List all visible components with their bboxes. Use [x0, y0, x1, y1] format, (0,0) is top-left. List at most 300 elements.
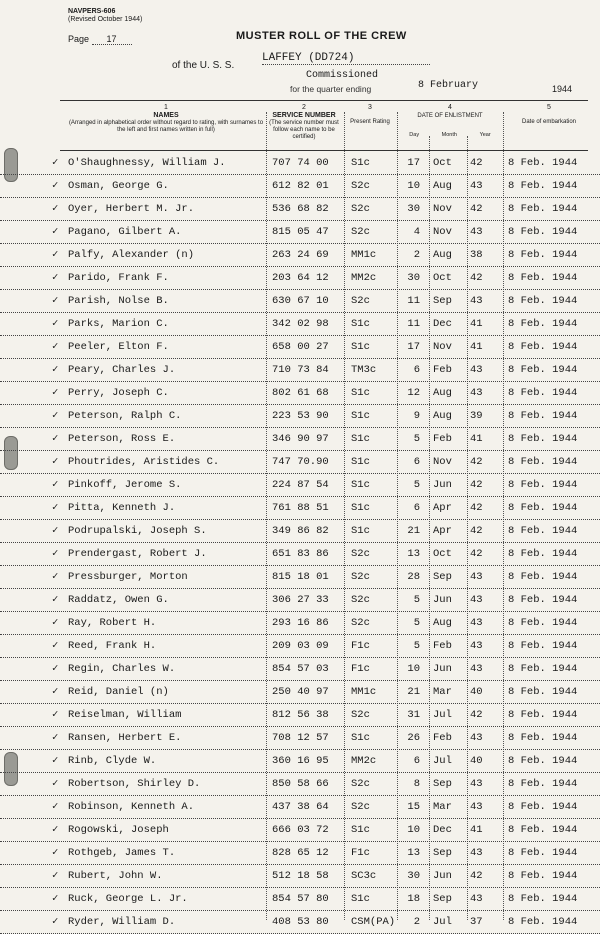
enlist-year: 41 [470, 433, 483, 445]
present-rating: S1c [351, 893, 370, 905]
page-number-block [68, 34, 132, 45]
crew-name: Ray, Robert H. [68, 617, 157, 629]
col1-number: 1 [164, 104, 168, 111]
embarkation-date: 8 Feb. 1944 [508, 870, 578, 882]
embarkation-date: 8 Feb. 1944 [508, 295, 578, 307]
col4-number: 4 [448, 104, 452, 111]
enlist-year: 42 [470, 525, 483, 537]
table-row [0, 520, 600, 543]
present-rating: S2c [351, 203, 370, 215]
enlist-month: Feb [433, 433, 452, 445]
present-rating: S2c [351, 801, 370, 813]
embarkation-date: 8 Feb. 1944 [508, 318, 578, 330]
service-number: 349 86 82 [272, 525, 329, 537]
crew-name: Reed, Frank H. [68, 640, 157, 652]
present-rating: S1c [351, 502, 370, 514]
present-rating: S2c [351, 226, 370, 238]
year-value: 44 [562, 84, 573, 94]
check-mark: ✓ [52, 387, 59, 399]
present-rating: S2c [351, 571, 370, 583]
crew-name: Peterson, Ross E. [68, 433, 176, 445]
enlist-day: 6 [413, 755, 420, 767]
present-rating: S1c [351, 824, 370, 836]
crew-name: Rinb, Clyde W. [68, 755, 157, 767]
check-mark: ✓ [52, 663, 59, 675]
enlist-year: 43 [470, 801, 483, 813]
enlist-year: 43 [470, 364, 483, 376]
embarkation-date: 8 Feb. 1944 [508, 272, 578, 284]
enlist-day: 4 [413, 226, 420, 238]
present-rating: S1c [351, 732, 370, 744]
check-mark: ✓ [52, 548, 59, 560]
enlist-day: 6 [413, 456, 420, 468]
enlist-year: 42 [470, 870, 483, 882]
present-rating: S1c [351, 525, 370, 537]
check-mark: ✓ [52, 525, 59, 537]
enlist-day: 17 [407, 341, 420, 353]
present-rating: F1c [351, 640, 370, 652]
service-number: 536 68 82 [272, 203, 329, 215]
enlist-year: 42 [470, 479, 483, 491]
table-row [0, 773, 600, 796]
check-mark: ✓ [52, 686, 59, 698]
present-rating: S2c [351, 180, 370, 192]
present-rating: MM1c [351, 249, 377, 261]
present-rating: S1c [351, 433, 370, 445]
enlist-year: 43 [470, 387, 483, 399]
enlist-month: Nov [433, 226, 452, 238]
service-number: 408 53 80 [272, 916, 329, 928]
enlist-year: 42 [470, 709, 483, 721]
enlist-month: Aug [433, 410, 452, 422]
enlist-year: 42 [470, 157, 483, 169]
present-rating: S2c [351, 778, 370, 790]
table-row [0, 405, 600, 428]
check-mark: ✓ [52, 456, 59, 468]
crew-name: Pagano, Gilbert A. [68, 226, 182, 238]
present-rating: S1c [351, 341, 370, 353]
embarkation-date: 8 Feb. 1944 [508, 640, 578, 652]
enlist-month: Sep [433, 847, 452, 859]
col2-note: (The service number must follow each name to be certified) [269, 120, 339, 140]
enlist-day: 2 [413, 249, 420, 261]
service-number: 224 87 54 [272, 479, 329, 491]
form-revision: (Revised October 1944) [68, 16, 143, 23]
enlist-month: Dec [433, 824, 452, 836]
crew-name: Oyer, Herbert M. Jr. [68, 203, 195, 215]
check-mark: ✓ [52, 617, 59, 629]
check-mark: ✓ [52, 709, 59, 721]
service-number: 707 74 00 [272, 157, 329, 169]
table-row [0, 221, 600, 244]
enlist-month: Aug [433, 617, 452, 629]
check-mark: ✓ [52, 824, 59, 836]
embarkation-date: 8 Feb. 1944 [508, 525, 578, 537]
enlist-month: Sep [433, 893, 452, 905]
crew-name: Pressburger, Morton [68, 571, 188, 583]
present-rating: MM2c [351, 272, 377, 284]
crew-name: Robertson, Shirley D. [68, 778, 201, 790]
service-number: 747 70.90 [272, 456, 329, 468]
service-number: 512 18 58 [272, 870, 329, 882]
present-rating: S1c [351, 387, 370, 399]
check-mark: ✓ [52, 571, 59, 583]
service-number: 651 83 86 [272, 548, 329, 560]
table-row [0, 589, 600, 612]
service-number: 263 24 69 [272, 249, 329, 261]
service-number: 250 40 97 [272, 686, 329, 698]
check-mark: ✓ [52, 479, 59, 491]
table-row [0, 267, 600, 290]
check-mark: ✓ [52, 318, 59, 330]
enlist-day: 31 [407, 709, 420, 721]
enlist-month: Mar [433, 686, 452, 698]
column-header-2 [266, 104, 342, 141]
enlist-month: Sep [433, 571, 452, 583]
enlist-day: 10 [407, 180, 420, 192]
check-mark: ✓ [52, 916, 59, 928]
table-row [0, 198, 600, 221]
enlist-year: 43 [470, 617, 483, 629]
embarkation-date: 8 Feb. 1944 [508, 755, 578, 767]
embarkation-date: 8 Feb. 1944 [508, 226, 578, 238]
embarkation-date: 8 Feb. 1944 [508, 479, 578, 491]
enlist-day: 10 [407, 824, 420, 836]
check-mark: ✓ [52, 180, 59, 192]
present-rating: S1c [351, 410, 370, 422]
enlist-day: 5 [413, 433, 420, 445]
crew-name: Osman, George G. [68, 180, 169, 192]
table-row [0, 451, 600, 474]
service-number: 850 58 66 [272, 778, 329, 790]
enlist-year: 40 [470, 686, 483, 698]
crew-name: Rogowski, Joseph [68, 824, 169, 836]
crew-name: Reid, Daniel (n) [68, 686, 169, 698]
ship-name: LAFFEY (DD724) [262, 52, 430, 65]
embarkation-date: 8 Feb. 1944 [508, 571, 578, 583]
enlist-year: 43 [470, 663, 483, 675]
header-rule [60, 100, 588, 101]
crew-name: Parish, Nolse B. [68, 295, 169, 307]
table-row [0, 566, 600, 589]
check-mark: ✓ [52, 778, 59, 790]
enlist-year: 43 [470, 180, 483, 192]
table-row [0, 175, 600, 198]
embarkation-date: 8 Feb. 1944 [508, 709, 578, 721]
check-mark: ✓ [52, 410, 59, 422]
ship-status-typed: Commissioned [306, 70, 379, 81]
table-row [0, 497, 600, 520]
enlist-month: Oct [433, 272, 452, 284]
check-mark: ✓ [52, 272, 59, 284]
crew-name: Parido, Frank F. [68, 272, 169, 284]
table-row [0, 336, 600, 359]
embarkation-date: 8 Feb. 1944 [508, 686, 578, 698]
crew-name: Peeler, Elton F. [68, 341, 169, 353]
col1-note: (Arranged in alphabetical order without regard to rating, with surnames to the left and first names written in full) [68, 120, 264, 133]
embarkation-date: 8 Feb. 1944 [508, 502, 578, 514]
embarkation-date: 8 Feb. 1944 [508, 410, 578, 422]
enlist-day: 30 [407, 272, 420, 284]
present-rating: CSM(PA) [351, 916, 395, 928]
present-rating: S1c [351, 479, 370, 491]
muster-date: 8 February [418, 80, 479, 91]
crew-name: Reiselman, William [68, 709, 182, 721]
service-number: 630 67 10 [272, 295, 329, 307]
check-mark: ✓ [52, 755, 59, 767]
table-row [0, 681, 600, 704]
embarkation-date: 8 Feb. 1944 [508, 893, 578, 905]
embarkation-date: 8 Feb. 1944 [508, 249, 578, 261]
crew-name: Pinkoff, Jerome S. [68, 479, 182, 491]
enlist-year: 41 [470, 318, 483, 330]
table-row [0, 888, 600, 911]
enlist-year: 41 [470, 824, 483, 836]
col3-heading: Present Rating [350, 119, 390, 125]
service-number: 802 61 68 [272, 387, 329, 399]
check-mark: ✓ [52, 433, 59, 445]
col2-heading: SERVICE NUMBER [272, 112, 336, 119]
enlist-day: 9 [413, 410, 420, 422]
table-row [0, 796, 600, 819]
enlist-day: 10 [407, 663, 420, 675]
enlist-month: Aug [433, 180, 452, 192]
check-mark: ✓ [52, 364, 59, 376]
service-number: 346 90 97 [272, 433, 329, 445]
table-row [0, 152, 600, 175]
table-row [0, 704, 600, 727]
enlist-month: Jun [433, 479, 452, 491]
embarkation-date: 8 Feb. 1944 [508, 548, 578, 560]
check-mark: ✓ [52, 640, 59, 652]
col2-number: 2 [302, 104, 306, 111]
present-rating: MM1c [351, 686, 377, 698]
col3-number: 3 [368, 104, 372, 111]
enlist-month: Oct [433, 157, 452, 169]
col4-heading: DATE OF ENLISTMENT [417, 113, 483, 119]
service-number: 854 57 03 [272, 663, 329, 675]
table-row [0, 819, 600, 842]
enlist-month: Aug [433, 387, 452, 399]
enlist-month: Apr [433, 502, 452, 514]
form-number-block [68, 8, 142, 24]
embarkation-date: 8 Feb. 1944 [508, 916, 578, 928]
table-row [0, 727, 600, 750]
service-number: 612 82 01 [272, 180, 329, 192]
enlist-month: Jul [433, 916, 452, 928]
table-row [0, 658, 600, 681]
enlist-day: 13 [407, 847, 420, 859]
document-title: MUSTER ROLL OF THE CREW [236, 30, 407, 42]
service-number: 710 73 84 [272, 364, 329, 376]
crew-name: Ruck, George L. Jr. [68, 893, 188, 905]
crew-name: Robinson, Kenneth A. [68, 801, 195, 813]
crew-name: Ryder, William D. [68, 916, 176, 928]
crew-name: Pitta, Kenneth J. [68, 502, 176, 514]
service-number: 203 64 12 [272, 272, 329, 284]
enlist-year: 38 [470, 249, 483, 261]
service-number: 812 56 38 [272, 709, 329, 721]
crew-name: Podrupalski, Joseph S. [68, 525, 207, 537]
table-row [0, 428, 600, 451]
enlist-month: Apr [433, 525, 452, 537]
enlist-year: 41 [470, 341, 483, 353]
embarkation-date: 8 Feb. 1944 [508, 203, 578, 215]
embarkation-date: 8 Feb. 1944 [508, 594, 578, 606]
enlist-month: Jun [433, 594, 452, 606]
enlist-day: 5 [413, 479, 420, 491]
enlist-year: 43 [470, 594, 483, 606]
page-number: 17 [92, 34, 132, 45]
enlist-day: 6 [413, 364, 420, 376]
embarkation-date: 8 Feb. 1944 [508, 824, 578, 836]
col5-heading: Date of embarkation [521, 119, 577, 125]
column-header-5 [504, 104, 594, 126]
embarkation-date: 8 Feb. 1944 [508, 180, 578, 192]
check-mark: ✓ [52, 893, 59, 905]
enlist-month: Jul [433, 755, 452, 767]
present-rating: S2c [351, 594, 370, 606]
col4-day: Day [409, 132, 420, 138]
service-number: 342 02 98 [272, 318, 329, 330]
present-rating: S1c [351, 157, 370, 169]
table-row [0, 865, 600, 888]
enlist-month: Jun [433, 870, 452, 882]
enlist-month: Feb [433, 640, 452, 652]
check-mark: ✓ [52, 249, 59, 261]
present-rating: S1c [351, 456, 370, 468]
service-number: 223 53 90 [272, 410, 329, 422]
service-number: 209 03 09 [272, 640, 329, 652]
present-rating: MM2c [351, 755, 377, 767]
present-rating: S2c [351, 548, 370, 560]
service-number: 666 03 72 [272, 824, 329, 836]
table-row [0, 359, 600, 382]
crew-name: Raddatz, Owen G. [68, 594, 169, 606]
table-row [0, 911, 600, 934]
table-row [0, 543, 600, 566]
service-number: 360 16 95 [272, 755, 329, 767]
enlist-month: Feb [433, 364, 452, 376]
service-number: 306 27 33 [272, 594, 329, 606]
crew-name: Phoutrides, Aristides C. [68, 456, 220, 468]
check-mark: ✓ [52, 801, 59, 813]
enlist-month: Oct [433, 548, 452, 560]
embarkation-date: 8 Feb. 1944 [508, 801, 578, 813]
enlist-year: 39 [470, 410, 483, 422]
enlist-year: 42 [470, 203, 483, 215]
present-rating: S2c [351, 617, 370, 629]
enlist-year: 42 [470, 272, 483, 284]
col4-year: Year [479, 132, 491, 138]
service-number: 658 00 27 [272, 341, 329, 353]
embarkation-date: 8 Feb. 1944 [508, 617, 578, 629]
crew-name: O'Shaughnessy, William J. [68, 157, 226, 169]
column-header-1 [66, 104, 266, 134]
enlist-day: 12 [407, 387, 420, 399]
service-number: 828 65 12 [272, 847, 329, 859]
present-rating: TM3c [351, 364, 377, 376]
embarkation-date: 8 Feb. 1944 [508, 157, 578, 169]
embarkation-date: 8 Feb. 1944 [508, 663, 578, 675]
enlist-day: 13 [407, 548, 420, 560]
enlist-month: Feb [433, 732, 452, 744]
present-rating: SC3c [351, 870, 377, 882]
enlist-month: Nov [433, 203, 452, 215]
enlist-day: 8 [413, 778, 420, 790]
embarkation-date: 8 Feb. 1944 [508, 456, 578, 468]
service-number: 854 57 80 [272, 893, 329, 905]
enlist-year: 43 [470, 571, 483, 583]
crew-name: Rubert, John W. [68, 870, 163, 882]
enlist-month: Dec [433, 318, 452, 330]
enlist-year: 40 [470, 755, 483, 767]
check-mark: ✓ [52, 295, 59, 307]
enlist-month: Aug [433, 249, 452, 261]
enlist-day: 5 [413, 640, 420, 652]
enlist-month: Jun [433, 663, 452, 675]
enlist-year: 37 [470, 916, 483, 928]
check-mark: ✓ [52, 502, 59, 514]
enlist-year: 42 [470, 548, 483, 560]
enlist-day: 2 [413, 916, 420, 928]
crew-name: Regin, Charles W. [68, 663, 176, 675]
enlist-day: 15 [407, 801, 420, 813]
check-mark: ✓ [52, 341, 59, 353]
crew-name: Palfy, Alexander (n) [68, 249, 195, 261]
form-number: NAVPERS-606 [68, 8, 116, 15]
crew-name: Rothgeb, James T. [68, 847, 176, 859]
enlist-year: 42 [470, 456, 483, 468]
enlist-year: 43 [470, 732, 483, 744]
enlist-month: Jul [433, 709, 452, 721]
check-mark: ✓ [52, 226, 59, 238]
col4-month: Month [441, 132, 457, 138]
check-mark: ✓ [52, 732, 59, 744]
crew-name: Peary, Charles J. [68, 364, 176, 376]
service-number: 815 05 47 [272, 226, 329, 238]
enlist-day: 21 [407, 525, 420, 537]
enlist-day: 11 [407, 318, 420, 330]
check-mark: ✓ [52, 870, 59, 882]
enlist-year: 43 [470, 847, 483, 859]
enlist-day: 5 [413, 594, 420, 606]
service-number: 437 38 64 [272, 801, 329, 813]
enlist-day: 26 [407, 732, 420, 744]
enlist-year: 43 [470, 778, 483, 790]
ship-label: of the U. S. S. [172, 60, 235, 71]
col4-subheadings [398, 132, 502, 138]
enlist-year: 42 [470, 502, 483, 514]
subheader-rule [60, 150, 588, 151]
enlist-year: 43 [470, 893, 483, 905]
enlist-month: Sep [433, 778, 452, 790]
table-row [0, 842, 600, 865]
enlist-day: 18 [407, 893, 420, 905]
enlist-year: 43 [470, 295, 483, 307]
enlist-month: Nov [433, 456, 452, 468]
check-mark: ✓ [52, 203, 59, 215]
present-rating: S2c [351, 295, 370, 307]
enlist-day: 17 [407, 157, 420, 169]
table-row [0, 290, 600, 313]
table-row [0, 382, 600, 405]
column-header-4 [398, 104, 502, 138]
embarkation-date: 8 Feb. 1944 [508, 387, 578, 399]
embarkation-date: 8 Feb. 1944 [508, 433, 578, 445]
table-row [0, 750, 600, 773]
enlist-month: Mar [433, 801, 452, 813]
